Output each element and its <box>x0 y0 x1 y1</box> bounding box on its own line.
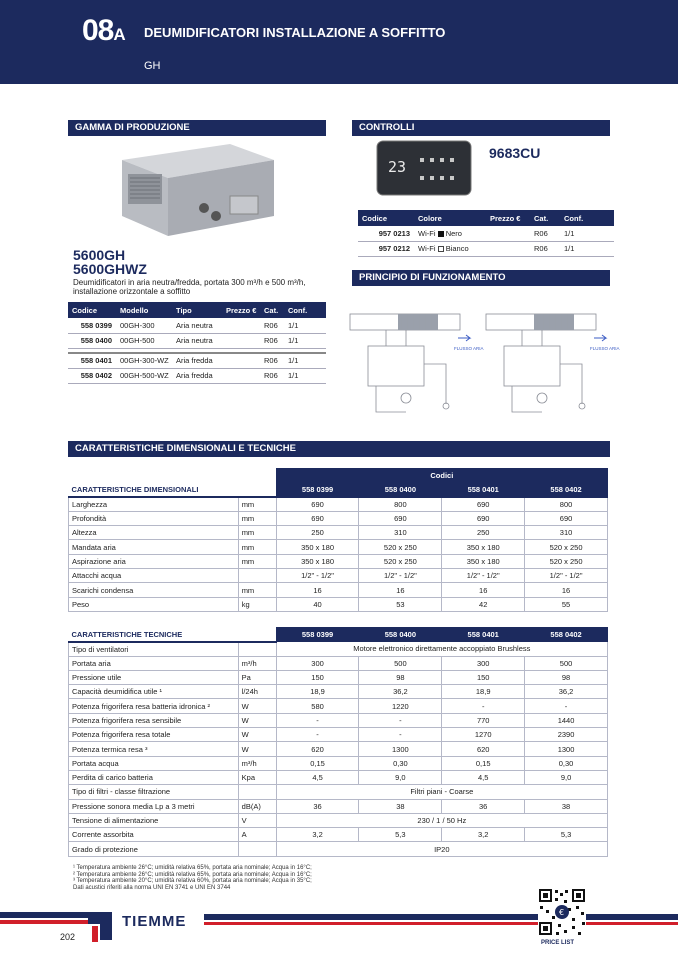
row-value: 1440 <box>525 713 608 727</box>
table-row <box>69 770 608 784</box>
table-row <box>69 699 608 713</box>
col-header: Tipo <box>172 302 222 318</box>
row-label: Aspirazione aria <box>69 554 239 568</box>
row-value: 55 <box>525 597 608 611</box>
row-unit: mm <box>238 526 276 540</box>
row-value: 620 <box>276 742 359 756</box>
row-value: 800 <box>525 497 608 511</box>
operating-principle-diagram <box>346 294 620 422</box>
row-unit: Kpa <box>238 770 276 784</box>
row-value: 150 <box>442 670 525 684</box>
col-header: Codice <box>68 302 116 318</box>
row-value: Filtri piani - Coarse <box>276 785 607 799</box>
row-label: Pressione utile <box>69 670 239 684</box>
row-value: 520 x 250 <box>525 540 608 554</box>
row-value: 2390 <box>525 728 608 742</box>
code-header: 558 0400 <box>359 483 442 497</box>
row-value: 0,30 <box>359 756 442 770</box>
row-label: Mandata aria <box>69 540 239 554</box>
footnote: ¹ Temperatura ambiente 26°C; umidità relativa 65%, portata aria nominale; Acqua in 16°C; <box>73 865 312 871</box>
col-header: Prezzo € <box>222 302 260 318</box>
row-unit: W <box>238 728 276 742</box>
row-unit: W <box>238 742 276 756</box>
col-header: Cat. <box>530 210 560 226</box>
row-unit <box>238 842 276 856</box>
row-value: 1/2" - 1/2" <box>276 569 359 583</box>
code-header: 558 0401 <box>442 628 525 642</box>
table-row <box>69 540 608 554</box>
table-row <box>69 656 608 670</box>
row-unit: mm <box>238 583 276 597</box>
row-value: 310 <box>525 526 608 540</box>
row-value: 350 x 180 <box>442 540 525 554</box>
section-code: GH <box>144 60 161 72</box>
controller-code: 9683CU <box>489 145 541 161</box>
row-value: 98 <box>525 670 608 684</box>
row-value: 36 <box>442 799 525 813</box>
controller-display-text: 23 <box>388 158 407 176</box>
row-value: 9,0 <box>359 770 442 784</box>
row-value: 5,3 <box>359 828 442 842</box>
table-row <box>69 497 608 511</box>
row-value: 40 <box>276 597 359 611</box>
row-label: Portata aria <box>69 656 239 670</box>
principio-heading: PRINCIPIO DI FUNZIONAMENTO <box>352 270 610 286</box>
row-unit: mm <box>238 540 276 554</box>
row-value: 230 / 1 / 50 Hz <box>276 813 607 827</box>
row-label: Tipo di filtri - classe filtrazione <box>69 785 239 799</box>
color-swatch-black <box>438 231 444 237</box>
row-value: 500 <box>359 656 442 670</box>
table-row <box>69 828 608 842</box>
footnote: ³ Temperatura ambiente 20°C; umidità relativa 60%, portata aria nominale; Acqua in 35°C; <box>73 878 312 884</box>
row-unit: mm <box>238 511 276 525</box>
row-value: 350 x 180 <box>276 540 359 554</box>
row-value: 800 <box>359 497 442 511</box>
row-label: Potenza frigorifera resa batteria idronica ² <box>69 699 239 713</box>
row-value: - <box>276 728 359 742</box>
table-row <box>69 554 608 568</box>
row-value: 620 <box>442 742 525 756</box>
row-label: Potenza termica resa ³ <box>69 742 239 756</box>
controlli-table <box>358 210 614 257</box>
col-header: Colore <box>414 210 486 226</box>
header-bar <box>0 0 678 84</box>
row-value: 36,2 <box>359 685 442 699</box>
col-header: Conf. <box>560 210 614 226</box>
table-row: 957 0213 Wi-Fi Nero R06 1/1 <box>358 226 614 241</box>
section-title: DEUMIDIFICATORI INSTALLAZIONE A SOFFITTO <box>144 25 446 40</box>
product-model-names: 5600GH 5600GHWZ <box>73 247 147 277</box>
row-value: 690 <box>442 511 525 525</box>
row-value: 690 <box>276 511 359 525</box>
row-label: Scarichi condensa <box>69 583 239 597</box>
table-row <box>69 685 608 699</box>
svg-text:€: € <box>559 908 565 917</box>
caratteristiche-heading: CARATTERISTICHE DIMENSIONALI E TECNICHE <box>68 441 610 457</box>
row-value: 16 <box>359 583 442 597</box>
technical-table <box>68 627 608 857</box>
row-value: 0,30 <box>525 756 608 770</box>
row-label: Perdita di carico batteria <box>69 770 239 784</box>
row-unit: mm <box>238 497 276 511</box>
row-unit: W <box>238 713 276 727</box>
row-value: 1270 <box>442 728 525 742</box>
row-value: - <box>442 699 525 713</box>
row-value: 38 <box>359 799 442 813</box>
row-label: Larghezza <box>69 497 239 511</box>
color-swatch-white <box>438 246 444 252</box>
row-value: 250 <box>442 526 525 540</box>
footnote: Dati acustici riferiti alla norma UNI EN 3741 e UNI EN 3744 <box>73 884 231 891</box>
row-label: Tipo di ventilatori <box>69 642 239 656</box>
row-unit <box>238 569 276 583</box>
row-label: Portata acqua <box>69 756 239 770</box>
table-row: 558 0401 00GH-300-WZ Aria fredda R06 1/1 <box>68 353 326 368</box>
row-value: 150 <box>276 670 359 684</box>
row-unit: Pa <box>238 670 276 684</box>
row-value: 4,5 <box>276 770 359 784</box>
row-value: 310 <box>359 526 442 540</box>
code-header: 558 0399 <box>276 628 359 642</box>
row-value: 16 <box>276 583 359 597</box>
table-row <box>69 670 608 684</box>
row-value: 1/2" - 1/2" <box>442 569 525 583</box>
row-unit: kg <box>238 597 276 611</box>
row-value: 500 <box>525 656 608 670</box>
col-header: Cat. <box>260 302 284 318</box>
row-unit: W <box>238 699 276 713</box>
table-row <box>69 842 608 856</box>
row-value: 36,2 <box>525 685 608 699</box>
airflow-label-left: FLUSSO ARIA <box>454 346 484 351</box>
row-label: Corrente assorbita <box>69 828 239 842</box>
gamma-table <box>68 302 326 384</box>
table-row <box>69 728 608 742</box>
row-value: 690 <box>442 497 525 511</box>
row-value: 5,3 <box>525 828 608 842</box>
row-unit: m³/h <box>238 656 276 670</box>
code-header: 558 0399 <box>276 483 359 497</box>
table-row <box>69 813 608 827</box>
col-header: Codice <box>358 210 414 226</box>
page-number: 202 <box>60 932 76 942</box>
table-row <box>69 742 608 756</box>
table-row <box>69 642 608 656</box>
row-label: Altezza <box>69 526 239 540</box>
code-header: 558 0402 <box>525 483 608 497</box>
row-value: 580 <box>276 699 359 713</box>
row-value: 300 <box>442 656 525 670</box>
row-value: 250 <box>276 526 359 540</box>
row-label: Tensione di alimentazione <box>69 813 239 827</box>
row-unit: A <box>238 828 276 842</box>
codici-header: Codici <box>276 469 607 483</box>
row-unit: m³/h <box>238 756 276 770</box>
row-value: 42 <box>442 597 525 611</box>
row-value: 18,9 <box>442 685 525 699</box>
table-row: 558 0399 00GH-300 Aria neutra R06 1/1 <box>68 318 326 333</box>
row-value: 1/2" - 1/2" <box>525 569 608 583</box>
row-unit: mm <box>238 554 276 568</box>
row-value: 0,15 <box>442 756 525 770</box>
row-unit <box>238 642 276 656</box>
row-value: 520 x 250 <box>525 554 608 568</box>
row-label: Attacchi acqua <box>69 569 239 583</box>
brand-logo: TIEMME <box>122 913 187 930</box>
row-value: 98 <box>359 670 442 684</box>
row-label: Capacità deumidifica utile ¹ <box>69 685 239 699</box>
row-unit: dB(A) <box>238 799 276 813</box>
row-value: 18,9 <box>276 685 359 699</box>
product-description: Deumidificatori in aria neutra/fredda, portata 300 m³/h e 500 m³/h, installazione orizzontale a soffitto <box>73 278 306 296</box>
row-value: 4,5 <box>442 770 525 784</box>
row-unit: l/24h <box>238 685 276 699</box>
row-value: 16 <box>442 583 525 597</box>
row-unit <box>238 785 276 799</box>
controller-thermostat-image <box>376 140 472 196</box>
airflow-label-right: FLUSSO ARIA <box>590 346 620 351</box>
col-header: Modello <box>116 302 172 318</box>
table-row <box>69 799 608 813</box>
dehumidifier-product-image <box>112 138 282 238</box>
row-value: 3,2 <box>442 828 525 842</box>
row-value: - <box>276 713 359 727</box>
row-value: 1300 <box>525 742 608 756</box>
row-value: 36 <box>276 799 359 813</box>
table-row: 558 0402 00GH-500-WZ Aria fredda R06 1/1 <box>68 368 326 383</box>
row-value: 300 <box>276 656 359 670</box>
row-value: 350 x 180 <box>442 554 525 568</box>
table-row <box>69 526 608 540</box>
table-row <box>69 785 608 799</box>
table-row <box>69 756 608 770</box>
table-row <box>69 583 608 597</box>
table-row: 558 0400 00GH-500 Aria neutra R06 1/1 <box>68 333 326 348</box>
row-value: 9,0 <box>525 770 608 784</box>
col-header: Conf. <box>284 302 326 318</box>
row-value: - <box>525 699 608 713</box>
row-value: 350 x 180 <box>276 554 359 568</box>
row-value: - <box>359 728 442 742</box>
row-value: 1/2" - 1/2" <box>359 569 442 583</box>
table-row <box>69 597 608 611</box>
row-value: 16 <box>525 583 608 597</box>
row-value: 690 <box>276 497 359 511</box>
row-value: 53 <box>359 597 442 611</box>
row-label: Profondità <box>69 511 239 525</box>
row-label: Potenza frigorifera resa totale <box>69 728 239 742</box>
code-header: 558 0400 <box>359 628 442 642</box>
row-value: 520 x 250 <box>359 554 442 568</box>
qr-code-icon[interactable] <box>538 888 586 936</box>
row-value: 770 <box>442 713 525 727</box>
code-header: 558 0401 <box>442 483 525 497</box>
col-header: Prezzo € <box>486 210 530 226</box>
row-unit: V <box>238 813 276 827</box>
dimensional-table <box>68 468 608 612</box>
table-row <box>69 511 608 525</box>
row-value: 690 <box>359 511 442 525</box>
row-value: IP20 <box>276 842 607 856</box>
table-row <box>69 713 608 727</box>
row-value: 1300 <box>359 742 442 756</box>
row-label: Potenza frigorifera resa sensibile <box>69 713 239 727</box>
footnote: ² Temperatura ambiente 26°C; umidità relativa 65%, portata aria nominale; Acqua in 16°C; <box>73 871 312 878</box>
row-value: - <box>359 713 442 727</box>
row-label: Peso <box>69 597 239 611</box>
row-value: 38 <box>525 799 608 813</box>
section-number: 08A <box>82 14 125 47</box>
row-label: Grado di protezione <box>69 842 239 856</box>
dimensional-label: CARATTERISTICHE DIMENSIONALI <box>69 483 277 497</box>
table-row <box>69 569 608 583</box>
technical-label: CARATTERISTICHE TECNICHE <box>69 628 277 642</box>
price-list-label: PRICE LIST <box>541 940 575 946</box>
code-header: 558 0402 <box>525 628 608 642</box>
controlli-heading: CONTROLLI <box>352 120 610 136</box>
table-row: 957 0212 Wi-Fi Bianco R06 1/1 <box>358 241 614 256</box>
row-label: Pressione sonora media Lp a 3 metri <box>69 799 239 813</box>
row-value: 3,2 <box>276 828 359 842</box>
row-value: Motore elettronico direttamente accoppiato Brushless <box>276 642 607 656</box>
row-value: 520 x 250 <box>359 540 442 554</box>
row-value: 1220 <box>359 699 442 713</box>
row-value: 690 <box>525 511 608 525</box>
footnotes <box>73 865 493 891</box>
gamma-heading: GAMMA DI PRODUZIONE <box>68 120 326 136</box>
row-value: 0,15 <box>276 756 359 770</box>
